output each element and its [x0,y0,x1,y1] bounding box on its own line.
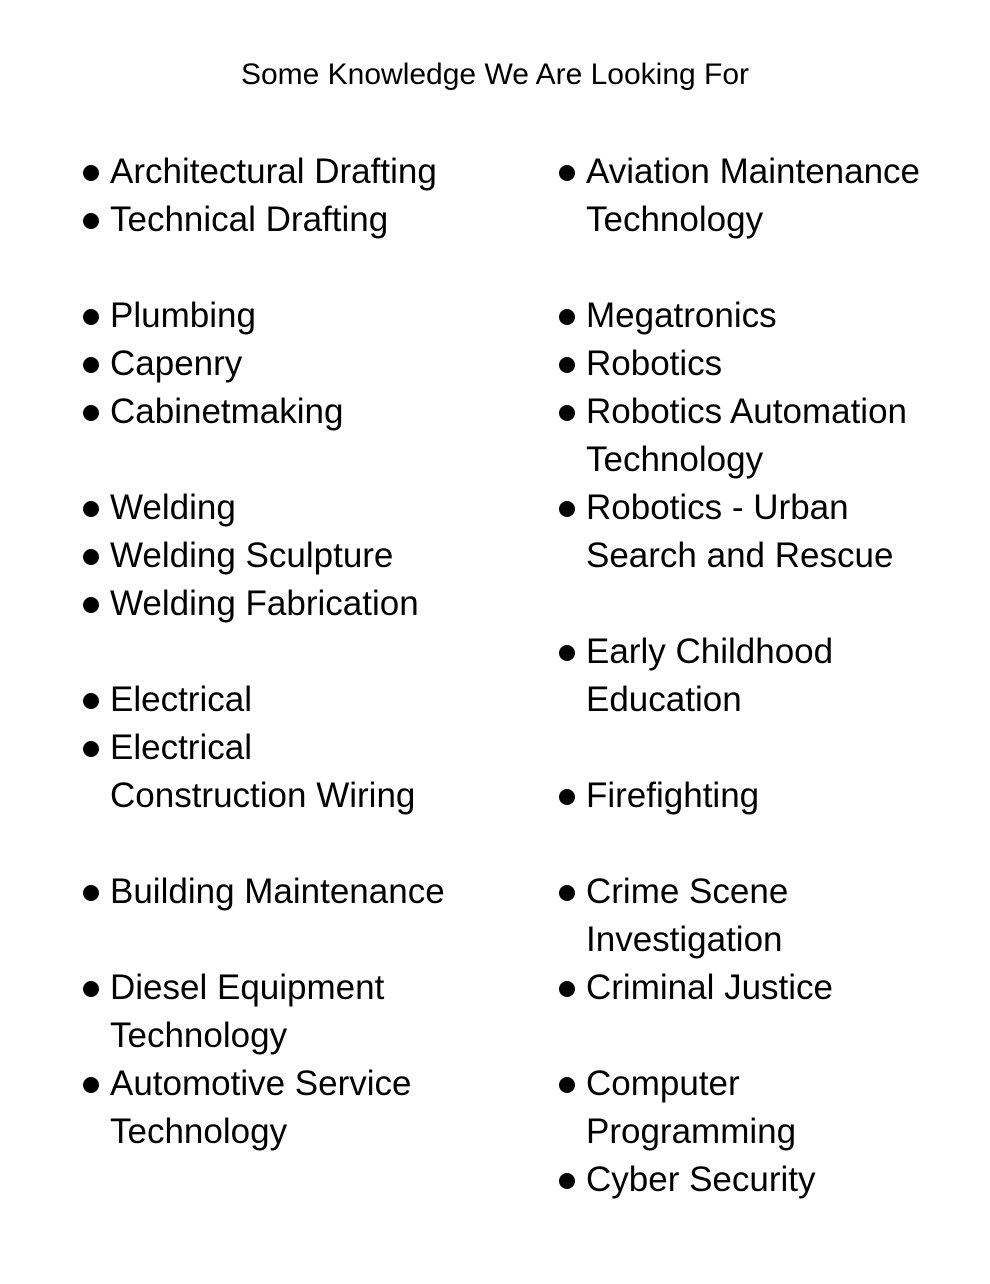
bullet-icon [83,597,99,613]
list-group [80,964,530,1156]
list-item-text: Electrical [110,680,252,719]
list-item [556,1060,976,1156]
list-group [556,1060,976,1204]
list-item [80,484,530,532]
list-item-text: Capenry [110,344,243,383]
list-group [80,676,530,820]
list-item [556,292,976,340]
list-group [556,628,976,724]
list-group [80,292,530,436]
bullet-icon [83,885,99,901]
bullet-icon [559,501,575,517]
bullet-icon [83,309,99,325]
list-item [80,340,530,388]
list-item-text: Robotics [586,344,723,383]
list-item-text: Technical Drafting [110,200,389,239]
bullet-icon [83,501,99,517]
left-column [80,148,530,1156]
bullet-icon [559,645,575,661]
list-item-text: Technology [586,200,764,239]
list-item [80,676,530,724]
list-item-text: Building Maintenance [110,872,445,911]
bullet-icon [83,213,99,229]
list-item-text: Welding [110,488,236,527]
list-item-text: Automotive Service [110,1064,412,1103]
list-item-text: Welding Sculpture [110,536,394,575]
list-item [556,340,976,388]
list-item-text: Education [586,680,742,719]
list-item-text: Search and Rescue [586,536,894,575]
bullet-icon [559,165,575,181]
list-item [556,484,976,580]
list-group [556,772,976,820]
list-item [80,532,530,580]
bullet-icon [559,357,575,373]
list-group [80,484,530,628]
list-item-text: Computer [586,1064,740,1103]
list-item-text: Construction Wiring [110,776,416,815]
list-item [556,868,976,964]
list-group [80,148,530,244]
list-item [80,196,530,244]
bullet-icon [559,405,575,421]
bullet-icon [83,693,99,709]
list-item [556,628,976,724]
list-item [80,1060,530,1156]
list-item [556,1156,976,1204]
list-item [556,388,976,484]
list-item [80,868,530,916]
list-item-text: Investigation [586,920,783,959]
bullet-icon [83,549,99,565]
bullet-icon [83,165,99,181]
list-group [556,292,976,580]
bullet-icon [83,1077,99,1093]
list-item-text: Megatronics [586,296,777,335]
bullet-icon [83,357,99,373]
list-item-text: Architectural Drafting [110,152,437,191]
list-item [556,148,976,244]
list-item-text: Cyber Security [586,1160,816,1199]
bullet-icon [83,741,99,757]
list-item-text: Plumbing [110,296,256,335]
list-item-text: Aviation Maintenance [586,152,921,191]
bullet-icon [559,1077,575,1093]
bullet-icon [559,885,575,901]
list-item-text: Robotics Automation [586,392,908,431]
list-item-text: Crime Scene [586,872,789,911]
list-item-text: Welding Fabrication [110,584,419,623]
list-item-text: Robotics - Urban [586,488,849,527]
list-item-text: Technology [110,1016,288,1055]
list-item [80,724,530,820]
list-item-text: Programming [586,1112,797,1151]
list-group [556,148,976,244]
list-item-text: Criminal Justice [586,968,833,1007]
list-item-text: Electrical [110,728,252,767]
list-item-text: Technology [586,440,764,479]
list-group [556,868,976,1012]
page-title: Some Knowledge We Are Looking For [240,58,750,91]
list-item [80,580,530,628]
bullet-icon [559,1173,575,1189]
list-item [556,964,976,1012]
list-item-text: Cabinetmaking [110,392,344,431]
list-item [80,964,530,1060]
list-item-text: Firefighting [586,776,760,815]
list-item-text: Diesel Equipment [110,968,385,1007]
right-column [556,148,976,1204]
list-item-text: Early Childhood [586,632,834,671]
bullet-icon [559,789,575,805]
bullet-icon [83,981,99,997]
list-group [80,868,530,916]
list-item-text: Technology [110,1112,288,1151]
bullet-icon [83,405,99,421]
list-item [80,292,530,340]
bullet-icon [559,309,575,325]
list-item [80,388,530,436]
list-item [556,772,976,820]
list-item [80,148,530,196]
bullet-icon [559,981,575,997]
